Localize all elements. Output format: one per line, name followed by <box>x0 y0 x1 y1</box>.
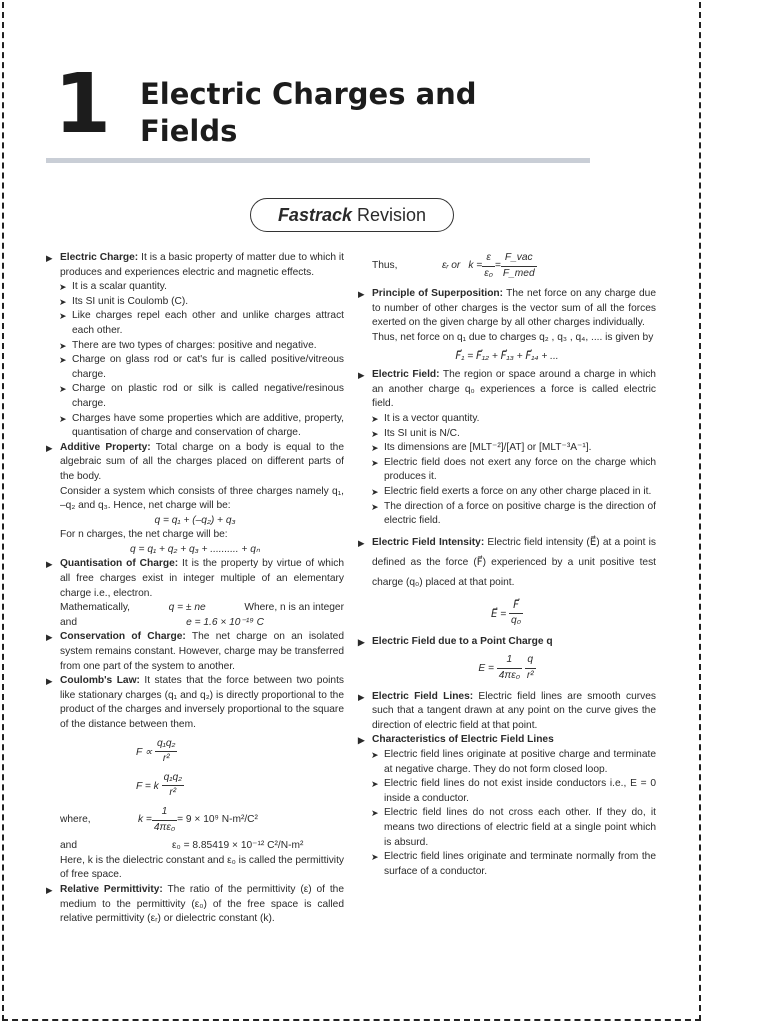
permittivity-free-space-eq: and ε₀ = 8.85419 × 10⁻¹² C²/N-m² <box>60 840 304 852</box>
point-charge-heading: ▶ Electric Field due to a Point Charge q <box>358 635 656 650</box>
chapter-title-line2: Fields <box>140 114 238 148</box>
charge-point: ➤ Charges have some properties which are additive, property, quantisation of charge and conservation of charge. <box>46 412 344 441</box>
characteristics-heading: ▶ Characteristics of Electric Field Lines <box>358 733 656 748</box>
additive-property-para: ▶ Additive Property: Total charge on a body is equal to the algebraic sum of all the charges placed on different parts of the body. <box>46 441 344 485</box>
right-column <box>358 251 656 879</box>
section-badge <box>250 198 454 232</box>
characteristic-point: ➤ Electric field lines originate at positive charge and terminate at negative charge. They do not form closed loop. <box>358 748 656 777</box>
characteristic-point: ➤ Electric field lines do not exist inside conductors i.e., E = 0 inside a conductor. <box>358 777 656 806</box>
chapter-title-line1: Electric Charges and <box>140 77 477 111</box>
left-column <box>46 251 344 927</box>
point-charge-eq: E = $\frac{1}{\text{4πε₀}}$ $\frac{q}{\text{r²}}$ <box>478 654 534 682</box>
charge-point: ➤ There are two types of charges: positive and negative. <box>46 339 344 354</box>
field-point: ➤ It is a vector quantity. <box>358 412 656 427</box>
coulombs-law-para: ▶ Coulomb's Law: It states that the force between two points like stationary charges (q₁ and q₂) is directly proportional to the product of the charges and inversely proportional to the square of the distance between them. <box>46 674 344 732</box>
field-point: ➤ Electric field does not exert any force on the charge which produces it. <box>358 456 656 485</box>
charge-point: ➤ It is a scalar quantity. <box>46 280 344 295</box>
field-lines-para: ▶ Electric Field Lines: Electric field lines are smooth curves such that a tangent drawn at any point on the curve gives the direction of electric field at that point. <box>358 690 656 734</box>
coulomb-force-eq: F = k $\frac{\text{q₁q₂}}{\text{r²}}$ <box>136 771 183 799</box>
coulomb-proportional-eq: F ∝ $\frac{\text{q₁q₂}}{\text{r²}}$ <box>136 737 176 765</box>
quantisation-para: ▶ Quantisation of Charge: It is the property by virtue of which all free charges exist in integer multiple of an elementary charge i.e., electron. <box>46 557 344 601</box>
charge-point: ➤ Like charges repel each other and unlike charges attract each other. <box>46 309 344 338</box>
electric-field-para: ▶ Electric Field: The region or space around a charge in which an another charge q₀ experiences a force is called electric field. <box>358 368 656 412</box>
electric-charge-para: ▶ Electric Charge: It is a basic property of matter due to which it produces and experiences electric and magnetic effects. <box>46 251 344 280</box>
dielectric-constant-eq: Thus, εᵣ or k = $\frac{\varepsilon}{\text{ε₀}}$ = $\frac{\text{F\_vac}}{\text{F\_med}}$ <box>372 252 535 279</box>
superposition-equation: F⃗₁ = F⃗₁₂ + F⃗₁₃ + F⃗₁₄ + ... <box>455 350 559 362</box>
charge-point: ➤ Its SI unit is Coulomb (C). <box>46 295 344 310</box>
field-point: ➤ Its SI unit is N/C. <box>358 427 656 442</box>
charge-point: ➤ Charge on glass rod or cat's fur is called positive/vitreous charge. <box>46 353 344 382</box>
charge-point: ➤ Charge on plastic rod or silk is called negative/resinous charge. <box>46 382 344 411</box>
relative-permittivity-para: ▶ Relative Permittivity: The ratio of the permittivity (ε) of the medium to the permittivity (ε₀) of the free space is called relative permittivity (εᵣ) or dielectric constant (k). <box>46 883 344 927</box>
n-charges-text: For n charges, the net charge will be: <box>60 529 228 541</box>
field-intensity-para: ▶ Electric Field Intensity: Electric field intensity (E⃗) at a point is defined as the force (F⃗) experienced by a unit positive test charge (q₀) placed at that point. <box>358 533 656 593</box>
badge-label: Revision <box>357 205 427 225</box>
additive-consider: Consider a system which consists of three charges namely q₁, –q₂ and q₃. Hence, net charge will be: <box>60 485 344 512</box>
n-charges-equation: q = q₁ + q₂ + q₃ + .......... + qₙ <box>130 543 260 555</box>
chapter-number: 1 <box>54 57 112 152</box>
quantisation-equation-row: Mathematically, q = ± ne Where, n is an integer <box>60 602 344 614</box>
net-charge-equation: q = q₁ + (–q₂) + q₃ <box>154 514 236 526</box>
characteristic-point: ➤ Electric field lines originate and terminate normally from the surface of a conductor. <box>358 850 656 879</box>
superposition-thus: Thus, net force on q₁ due to charges q₂ , q₃ , q₄, .... is given by <box>372 331 654 343</box>
field-point: ➤ Its dimensions are [MLT⁻²]/[AT] or [MLT⁻³A⁻¹]. <box>358 441 656 456</box>
chapter-title <box>140 76 477 150</box>
superposition-para: ▶ Principle of Superposition: The net force on any charge due to number of other charges is the vector sum of all the forces exerted on the given charge by all other charges individually. <box>358 287 656 331</box>
coulomb-constant-eq: where, k = $\frac{1}{\text{4πε₀}}$ = 9 × 10⁹ N-m²/C² <box>60 805 258 833</box>
field-intensity-eq: E⃗ = $\frac{F⃗}{\text{q₀}}$ <box>490 599 522 627</box>
electron-charge-row: and e = 1.6 × 10⁻¹⁹ C <box>60 616 264 628</box>
coulomb-here-text: Here, k is the dielectric constant and ε₀ is called the permittivity of free space. <box>60 854 344 881</box>
title-rule <box>46 158 590 163</box>
characteristic-point: ➤ Electric field lines do not cross each other. If they do, it means two directions of electric field at a single point which is absurd. <box>358 806 656 850</box>
badge-brand: Fastrack <box>277 205 352 225</box>
field-point: ➤ Electric field exerts a force on any other charge placed in it. <box>358 485 656 500</box>
field-point: ➤ The direction of a force on positive charge is the direction of electric field. <box>358 500 656 529</box>
conservation-para: ▶ Conservation of Charge: The net charge on an isolated system remains constant. However, charge may be transferred from one part of the system to another. <box>46 630 344 674</box>
